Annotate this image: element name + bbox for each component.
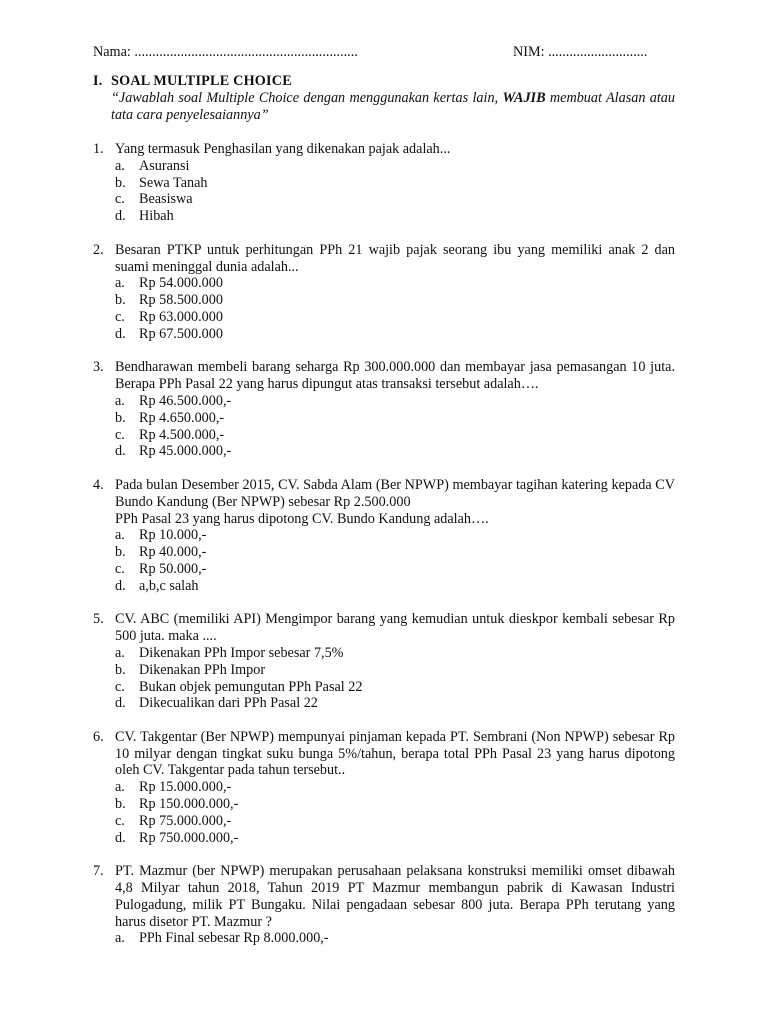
option-text: Rp 75.000.000,-	[139, 812, 232, 829]
question-number: 7.	[93, 863, 104, 880]
question-number: 2.	[93, 241, 104, 258]
question-number: 6.	[93, 728, 104, 745]
option-text: Rp 54.000.000	[139, 275, 223, 292]
option-text: Asuransi	[139, 157, 190, 174]
option-text: Rp 45.000.000,-	[139, 443, 232, 460]
question-number: 5.	[93, 611, 104, 628]
option-text: Rp 4.650.000,-	[139, 409, 225, 426]
instruction-text-post: membuat Alasan atau tata cara penyelesaiannya”	[111, 89, 675, 123]
answer-option	[115, 813, 675, 830]
name-field-line: Nama: ...............................................................	[93, 44, 358, 60]
question-body	[115, 141, 675, 225]
option-label: a.	[115, 527, 125, 544]
answer-option	[115, 275, 675, 292]
answer-option	[115, 393, 675, 410]
option-label: b.	[115, 661, 126, 678]
answer-option	[115, 208, 675, 225]
option-text: Rp 150.000.000,-	[139, 796, 239, 813]
question-item	[93, 729, 675, 847]
instruction-emphasis: WAJIB	[502, 89, 546, 106]
section-instruction	[111, 90, 675, 124]
answer-option	[115, 578, 675, 595]
option-text: Rp 4.500.000,-	[139, 426, 225, 443]
question-body	[115, 477, 675, 595]
question-text: Pada bulan Desember 2015, CV. Sabda Alam (Ber NPWP) membayar tagihan katering kepada CV Bundo Kandung (Ber NPWP) sebesar Rp 2.500.000	[115, 476, 675, 510]
answer-option	[115, 175, 675, 192]
question-item	[93, 141, 675, 225]
option-text: Beasiswa	[139, 191, 193, 208]
option-label: c.	[115, 191, 125, 208]
option-text: Rp 40.000,-	[139, 544, 207, 561]
answer-option	[115, 427, 675, 444]
option-label: a.	[115, 392, 125, 409]
section-number: I.	[93, 73, 103, 89]
option-label: d.	[115, 443, 126, 460]
question-text: CV. Takgentar (Ber NPWP) mempunyai pinjaman kepada PT. Sembrani (Non NPWP) sebesar Rp 10 milyar dengan tingkat suku bunga 5%/tahun, berapa total PPh Pasal 23 yang harus dipotong oleh CV. Takgentar pada tahun tersebut..	[115, 728, 675, 779]
question-item	[93, 611, 675, 712]
answer-option	[115, 695, 675, 712]
option-label: d.	[115, 325, 126, 342]
answer-option	[115, 326, 675, 343]
option-label: b.	[115, 409, 126, 426]
question-body	[115, 359, 675, 460]
question-body	[115, 242, 675, 343]
option-text: Hibah	[139, 208, 174, 225]
section-title	[93, 73, 675, 90]
option-label: b.	[115, 544, 126, 561]
question-item	[93, 477, 675, 595]
option-label: b.	[115, 796, 126, 813]
option-label: d.	[115, 208, 126, 225]
answer-option	[115, 930, 675, 947]
question-item	[93, 359, 675, 460]
answer-option	[115, 309, 675, 326]
option-label: c.	[115, 308, 125, 325]
option-label: d.	[115, 577, 126, 594]
option-label: b.	[115, 292, 126, 309]
question-text: PT. Mazmur (ber NPWP) merupakan perusahaan pelaksana konstruksi memiliki omset dibawah 4,8 Milyar tahun 2018, Tahun 2019 PT Mazmur membangun pabrik di Kawasan Industri Pulogadung, milik PT Bungaku. Nilai pengadaan sebesar 800 juta. Berapa PPh terutang yang harus disetor PT. Mazmur ?	[115, 863, 675, 930]
option-text: Rp 63.000.000	[139, 308, 223, 325]
question-text: PPh Pasal 23 yang harus dipotong CV. Bundo Kandung adalah….	[115, 510, 489, 527]
answer-option	[115, 662, 675, 679]
option-text: Rp 15.000.000,-	[139, 779, 232, 796]
answer-option	[115, 679, 675, 696]
answer-option	[115, 410, 675, 427]
answer-option	[115, 830, 675, 847]
option-label: c.	[115, 560, 125, 577]
question-number: 3.	[93, 359, 104, 376]
option-label: a.	[115, 930, 125, 947]
option-label: d.	[115, 829, 126, 846]
section-title-text: SOAL MULTIPLE CHOICE	[111, 73, 292, 89]
question-text: Yang termasuk Penghasilan yang dikenakan pajak adalah...	[115, 141, 451, 157]
question-number: 1.	[93, 141, 104, 157]
option-text: Bukan objek pemungutan PPh Pasal 22	[139, 678, 363, 695]
question-number: 4.	[93, 476, 104, 493]
option-text: Rp 67.500.000	[139, 325, 223, 342]
question-item	[93, 863, 675, 947]
question-text: CV. ABC (memiliki API) Mengimpor barang yang kemudian untuk dieskpor kembali sebesar Rp 500 juta. maka ....	[115, 611, 675, 645]
option-label: b.	[115, 174, 126, 191]
student-info-header	[93, 44, 693, 62]
answer-option	[115, 796, 675, 813]
option-label: a.	[115, 157, 125, 174]
question-text: Besaran PTKP untuk perhitungan PPh 21 wajib pajak seorang ibu yang memiliki anak 2 dan suami meninggal dunia adalah...	[115, 241, 675, 275]
answer-option	[115, 191, 675, 208]
option-text: Rp 46.500.000,-	[139, 392, 232, 409]
question-body	[115, 863, 675, 947]
option-text: Dikenakan PPh Impor	[139, 661, 266, 678]
answer-option	[115, 544, 675, 561]
option-label: a.	[115, 275, 125, 292]
answer-option	[115, 443, 675, 460]
answer-option	[115, 292, 675, 309]
option-text: a,b,c salah	[139, 577, 199, 594]
option-label: d.	[115, 695, 126, 712]
option-label: c.	[115, 678, 125, 695]
question-item	[93, 242, 675, 343]
option-text: Sewa Tanah	[139, 174, 208, 191]
option-label: a.	[115, 779, 125, 796]
option-text: Rp 750.000.000,-	[139, 829, 239, 846]
option-label: c.	[115, 426, 125, 443]
answer-option	[115, 779, 675, 796]
question-body	[115, 611, 675, 712]
instruction-text-pre: “Jawablah soal Multiple Choice dengan menggunakan kertas lain,	[111, 89, 503, 106]
option-text: PPh Final sebesar Rp 8.000.000,-	[139, 930, 329, 947]
option-label: c.	[115, 812, 125, 829]
answer-option	[115, 645, 675, 662]
answer-option	[115, 158, 675, 175]
option-label: a.	[115, 644, 125, 661]
answer-option	[115, 527, 675, 544]
option-text: Rp 58.500.000	[139, 292, 223, 309]
nim-field-line: NIM: ............................	[513, 44, 648, 60]
option-text: Dikenakan PPh Impor sebesar 7,5%	[139, 644, 344, 661]
question-body	[115, 729, 675, 847]
section-header	[93, 73, 675, 123]
option-text: Dikecualikan dari PPh Pasal 22	[139, 695, 318, 712]
option-text: Rp 50.000,-	[139, 560, 207, 577]
question-list	[93, 141, 675, 964]
question-text: Bendharawan membeli barang seharga Rp 300.000.000 dan membayar jasa pemasangan 10 juta. Berapa PPh Pasal 22 yang harus dipungut atas transaksi tersebut adalah….	[115, 359, 675, 393]
option-text: Rp 10.000,-	[139, 527, 207, 544]
answer-option	[115, 561, 675, 578]
